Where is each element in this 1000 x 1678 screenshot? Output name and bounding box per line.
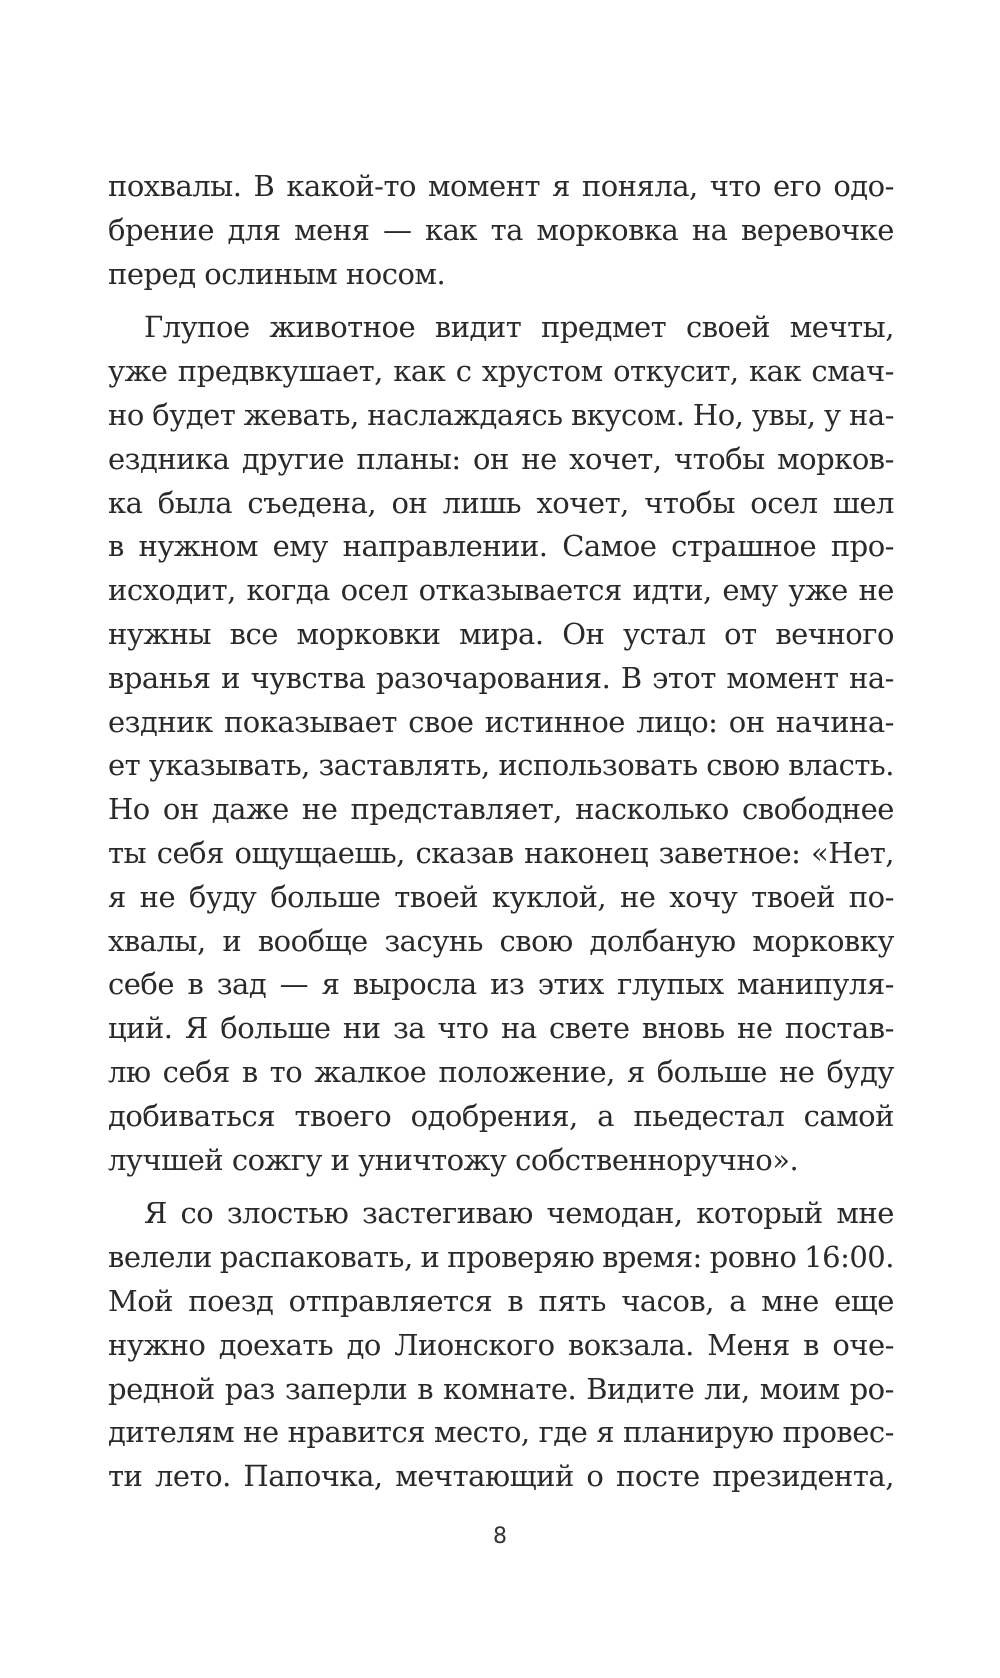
word: Но (108, 792, 150, 827)
word: место, (433, 1415, 530, 1450)
word: его (772, 169, 822, 203)
word: чемодан, (546, 1196, 683, 1231)
word: провес- (782, 1415, 894, 1450)
word: съедена, (247, 485, 377, 520)
word: я (321, 967, 340, 1002)
word: как (748, 354, 802, 389)
text-line (108, 1324, 894, 1368)
word: Папочка, (243, 1459, 383, 1494)
word: комнате. (443, 1371, 577, 1406)
word: глупых (617, 967, 724, 1002)
word: твоей (394, 879, 479, 914)
word: использовать (498, 748, 698, 783)
word: Он (562, 616, 605, 651)
word: указывать, (148, 748, 310, 783)
word: в (803, 1327, 819, 1362)
word: хрустом (481, 354, 603, 389)
word: про- (830, 529, 894, 564)
word: засунь (384, 923, 483, 958)
word: Я (184, 1011, 208, 1046)
word: поняла, (581, 169, 698, 203)
word: ни (342, 1011, 381, 1046)
text-line (108, 525, 894, 569)
word: направлении. (342, 529, 548, 564)
word: мечты, (789, 310, 894, 345)
word: твоей (751, 879, 835, 914)
word: постав- (784, 1011, 894, 1046)
word: мира. (459, 616, 544, 651)
text-line (108, 1095, 894, 1139)
word: у (823, 397, 841, 432)
word: за (392, 1011, 426, 1046)
word: редной (108, 1371, 215, 1406)
word: ездник (108, 704, 213, 739)
word: лишь (442, 485, 522, 520)
word: Я (144, 1196, 167, 1231)
word: нужном (138, 529, 258, 564)
word: уже (788, 573, 848, 608)
word: — (279, 967, 309, 1002)
word: осел (750, 485, 818, 520)
word: исходит, (108, 573, 236, 608)
word: положение, (438, 1054, 615, 1089)
word: видит (434, 310, 522, 345)
word: он (162, 792, 199, 827)
word: момент (726, 660, 839, 695)
word: чтобы (644, 485, 735, 520)
text-line (108, 482, 894, 526)
word: больше (656, 1054, 767, 1089)
word: для (227, 212, 281, 247)
word: та (490, 212, 523, 247)
word: и (420, 1240, 440, 1275)
word: заставлять, (318, 748, 490, 783)
word: и (222, 923, 242, 958)
word: распаковать, (219, 1240, 413, 1275)
word: шел (832, 485, 894, 520)
word: вокзала. (567, 1327, 694, 1362)
word: мне (761, 1283, 819, 1318)
word: не (243, 1415, 279, 1450)
word: свое (408, 704, 474, 739)
word: от (724, 616, 757, 651)
word: заперли (284, 1371, 408, 1406)
word: разочарования. (375, 660, 611, 695)
text-line (108, 165, 894, 209)
word: уже (108, 354, 168, 389)
word: хочу (669, 879, 738, 914)
word: в (241, 1054, 258, 1089)
word: из (490, 967, 525, 1002)
word: ро- (849, 1371, 894, 1406)
text-line: перед ослиным носом. (108, 256, 446, 291)
word: я (108, 879, 126, 914)
word: не (737, 1011, 773, 1046)
word: буду (826, 1054, 894, 1089)
text-line (108, 1455, 894, 1499)
word: я (626, 1054, 645, 1089)
text-line (108, 306, 894, 350)
word: насколько (575, 792, 729, 827)
word: Глупое (144, 310, 250, 345)
word: власть. (788, 748, 894, 783)
text-line (108, 350, 894, 394)
text-line (108, 1368, 894, 1412)
word: то (269, 1054, 303, 1089)
word: Лионского (394, 1327, 555, 1362)
word: как (393, 354, 446, 389)
text-line (108, 1236, 894, 1280)
word: пьедестал (633, 1098, 785, 1133)
word: меня (294, 212, 370, 247)
word: по- (848, 879, 894, 914)
text-line (108, 1007, 894, 1051)
word: чтобы (673, 441, 765, 476)
word: этот (652, 660, 716, 695)
text-line: лучшей сожгу и уничтожу собственноручно». (108, 1142, 799, 1177)
word: другие (241, 441, 344, 476)
word: чувства (250, 660, 366, 695)
word: морков- (777, 441, 894, 476)
text-line (108, 963, 894, 1007)
word: сказав (415, 835, 514, 870)
word: доехать (218, 1327, 334, 1362)
word: лето. (154, 1459, 231, 1494)
word: Видите (586, 1371, 695, 1406)
word: Но, (692, 397, 744, 432)
word: нужно (108, 1327, 206, 1362)
word: больше (270, 879, 381, 914)
word: хочет, (536, 485, 629, 520)
word: отказывается (418, 573, 622, 608)
word: со (180, 1196, 214, 1231)
word: одо- (833, 169, 894, 203)
word: какой-то (286, 169, 416, 203)
word: буду (188, 879, 257, 914)
word: страшное (671, 529, 817, 564)
word: ций. (108, 1011, 173, 1046)
body-text (108, 165, 894, 1499)
word: даже (211, 792, 289, 827)
word: часов, (621, 1283, 714, 1318)
word: заветное: (658, 835, 801, 870)
word: раз (224, 1371, 275, 1406)
text-line (108, 832, 894, 876)
word: о (586, 1459, 604, 1494)
word: который (696, 1196, 823, 1231)
word: все (229, 616, 278, 651)
word: увы, (751, 397, 816, 432)
word: посте (615, 1459, 700, 1494)
word: где (538, 1415, 588, 1450)
word: дителям (108, 1415, 235, 1450)
word: на- (849, 660, 894, 695)
text-line (108, 1411, 894, 1455)
text-line (108, 1192, 894, 1236)
word: оче- (832, 1327, 894, 1362)
text-line (108, 788, 894, 832)
word: долбаную (589, 923, 736, 958)
word: но (108, 397, 144, 432)
word: пять (538, 1283, 606, 1318)
word: до (346, 1327, 381, 1362)
word: этих (537, 967, 604, 1002)
word: а (729, 1283, 746, 1318)
word: жевать, (243, 397, 359, 432)
word: представляет, (350, 792, 562, 827)
word: с (455, 354, 472, 389)
word: была (157, 485, 233, 520)
word: самой (803, 1098, 894, 1133)
word: морковки (296, 616, 441, 651)
word: ему (272, 529, 328, 564)
word: в (108, 529, 124, 564)
word: в (417, 1371, 434, 1406)
word: наслаждаясь (367, 397, 563, 432)
word: ты (108, 835, 147, 870)
word: добиваться (108, 1098, 276, 1133)
word: моим (759, 1371, 840, 1406)
word: что (709, 169, 761, 203)
word: я (596, 1415, 615, 1450)
word: нравится (287, 1415, 425, 1450)
word: ли, (704, 1371, 750, 1406)
word: ровно (709, 1240, 797, 1275)
word: ощущаешь, (234, 835, 405, 870)
text-line (108, 569, 894, 613)
word: нужны (108, 616, 211, 651)
word: застегиваю (361, 1196, 533, 1231)
word: хвалы, (108, 923, 206, 958)
word: осел (340, 573, 408, 608)
word: морковка (536, 212, 679, 247)
word: планы: (356, 441, 461, 476)
word: на- (849, 397, 894, 432)
word: мне (836, 1196, 894, 1231)
word: на (501, 1011, 537, 1046)
word: хочет, (569, 441, 662, 476)
text-line (108, 613, 894, 657)
word: не (778, 1054, 815, 1089)
word: в (507, 1283, 524, 1318)
word: свою (706, 748, 780, 783)
word: устал (622, 616, 706, 651)
word: — (382, 212, 412, 247)
word: морковку (752, 923, 894, 958)
word: жалкое (314, 1054, 427, 1089)
word: лю (108, 1054, 151, 1089)
word: Самое (562, 529, 657, 564)
word: не (619, 879, 656, 914)
word: будет (152, 397, 236, 432)
word: себе (108, 967, 175, 1002)
text-line (108, 920, 894, 964)
word: ет (108, 748, 141, 783)
page-number: 8 (493, 1524, 507, 1549)
word: вранья (108, 660, 211, 695)
word: «Нет, (811, 835, 894, 870)
word: не (139, 879, 176, 914)
word: вечного (775, 616, 894, 651)
word: я (552, 169, 570, 203)
word: веревочке (740, 212, 894, 247)
word: ка (108, 485, 143, 520)
word: идти, (632, 573, 712, 608)
word: отправляется (288, 1283, 493, 1318)
word: показывает (223, 704, 397, 739)
word: свою (499, 923, 573, 958)
word: он (391, 485, 428, 520)
word: мечтающий (395, 1459, 574, 1494)
word: Мой (108, 1283, 173, 1318)
word: наконец (524, 835, 648, 870)
word: истинное (484, 704, 625, 739)
text-line (108, 394, 894, 438)
word: проверяю (447, 1240, 595, 1275)
word: своей (685, 310, 770, 345)
word: предвкушает, (177, 354, 383, 389)
text-line (108, 209, 894, 253)
word: одобрения, (410, 1098, 578, 1133)
word: ему (722, 573, 778, 608)
word: ездника (108, 441, 230, 476)
word: время: (602, 1240, 702, 1275)
word: в (187, 967, 204, 1002)
word: похвалы. (108, 169, 242, 203)
word: он (473, 441, 509, 476)
text-line (108, 657, 894, 701)
word: выросла (352, 967, 477, 1002)
word: куклой, (491, 879, 607, 914)
word: вкусом. (570, 397, 685, 432)
word: президента, (712, 1459, 894, 1494)
word: свете (549, 1011, 630, 1046)
text-line (108, 701, 894, 745)
word: на (691, 212, 728, 247)
word: В (620, 660, 642, 695)
word: животное (269, 310, 416, 345)
word: он (728, 704, 765, 739)
word: твоего (294, 1098, 392, 1133)
word: не (521, 441, 557, 476)
word: лицо: (636, 704, 718, 739)
word: Меня (707, 1327, 790, 1362)
word: планирую (623, 1415, 774, 1450)
word: момент (427, 169, 541, 203)
text-line (108, 876, 894, 920)
word: не (301, 792, 338, 827)
text-line (108, 1051, 894, 1095)
word: свободнее (742, 792, 894, 827)
word: вообще (257, 923, 368, 958)
word: ти (108, 1459, 143, 1494)
word: себя (162, 1054, 230, 1089)
word: что (437, 1011, 489, 1046)
word: поезд (188, 1283, 274, 1318)
word: как (425, 212, 478, 247)
word: и (221, 660, 240, 695)
word: начина- (775, 704, 894, 739)
word: смач- (811, 354, 894, 389)
word: велели (108, 1240, 212, 1275)
word: откусит, (613, 354, 739, 389)
word: вновь (641, 1011, 725, 1046)
text-line (108, 438, 894, 482)
word: еще (834, 1283, 894, 1318)
word: 16:00. (804, 1240, 894, 1275)
text-line (108, 744, 894, 788)
word: а (597, 1098, 614, 1133)
word: манипуля- (737, 967, 894, 1002)
word: себя (156, 835, 224, 870)
word: когда (246, 573, 330, 608)
word: злостью (226, 1196, 349, 1231)
word: больше (220, 1011, 331, 1046)
text-line (108, 1280, 894, 1324)
word: предмет (541, 310, 667, 345)
word: не (858, 573, 894, 608)
word: брение (108, 212, 215, 247)
word: В (253, 169, 275, 203)
word: зад (216, 967, 267, 1002)
